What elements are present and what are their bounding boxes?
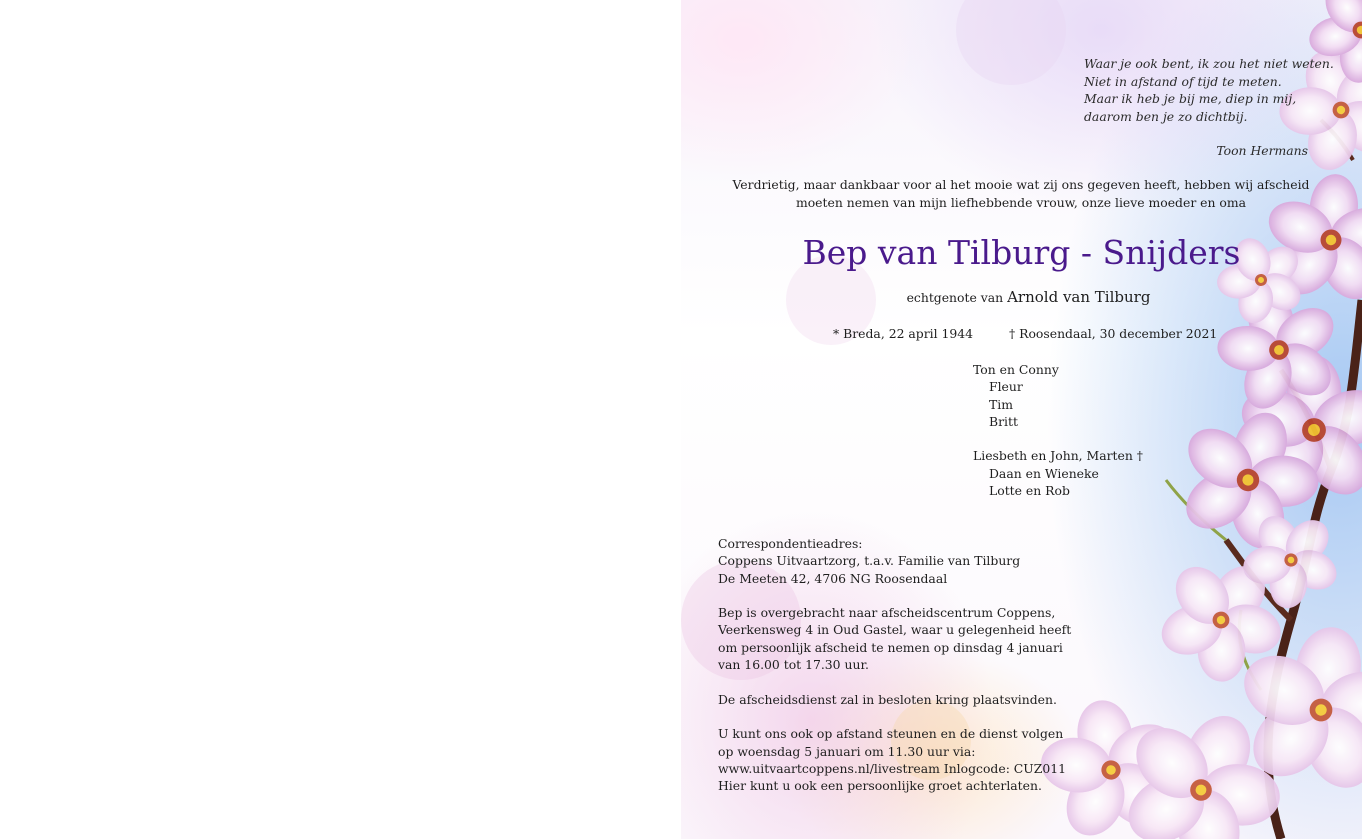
birth-info: * Breda, 22 april 1944 [833, 326, 974, 341]
correspondence-heading: Correspondentieadres: [718, 536, 863, 551]
poem-line: daarom ben je zo dichtbij. [1084, 108, 1248, 124]
viewing-line: Bep is overgebracht naar afscheidscentrum Coppens, [718, 605, 1056, 621]
family-child: Fleur [989, 379, 1023, 395]
livestream-line: U kunt ons ook op afstand steunen en de dienst volgen [718, 726, 1064, 742]
practical-info [718, 535, 1071, 794]
family-child: Daan en Wieneke [989, 465, 1099, 481]
family-child: Tim [989, 396, 1013, 412]
poem [1084, 55, 1334, 125]
family-list [973, 361, 1143, 499]
family-child: Britt [989, 413, 1018, 429]
livestream-line: op woensdag 5 januari om 11.30 uur via: [718, 743, 976, 759]
family-child: Lotte en Rob [989, 483, 1070, 499]
spouse-prefix: echtgenote van [906, 290, 1004, 305]
correspondence-line: Coppens Uitvaartzorg, t.a.v. Familie van Tilburg [718, 553, 1021, 569]
spouse-line [681, 288, 1362, 306]
viewing-line: Veerkensweg 4 in Oud Gastel, waar u gelegenheid heeft [718, 622, 1072, 638]
family-parents: Liesbeth en John, Marten † [973, 448, 1143, 464]
death-info: † Roosendaal, 30 december 2021 [1009, 326, 1218, 341]
deceased-name: Bep van Tilburg - Snijders [802, 233, 1241, 272]
poem-line: Maar ik heb je bij me, diep in mij, [1084, 91, 1297, 106]
intro-text: Verdrietig, maar dankbaar voor al het mooie wat zij ons gegeven heeft, hebben wij afscheid moeten nemen van mijn liefhebbende vrouw, onze lieve moeder en oma [732, 177, 1310, 210]
poem-line: Waar je ook bent, ik zou het niet weten. [1084, 56, 1334, 71]
livestream-line: Hier kunt u ook een persoonlijke groet achterlaten. [718, 778, 1042, 794]
livestream-link[interactable]: www.uitvaartcoppens.nl/livestream Inlogcode: CUZ011 [718, 760, 1066, 776]
poem-line: Niet in afstand of tijd te meten. [1084, 73, 1282, 89]
family-parents: Ton en Conny [973, 362, 1059, 377]
mourning-card [681, 0, 1362, 839]
poem-author: Toon Hermans [1216, 143, 1308, 158]
viewing-line: van 16.00 tot 17.30 uur. [718, 657, 869, 673]
viewing-line: om persoonlijk afscheid te nemen op dinsdag 4 januari [718, 639, 1063, 655]
correspondence-line: De Meeten 42, 4706 NG Roosendaal [718, 570, 948, 586]
spouse-name: Arnold van Tilburg [1007, 288, 1151, 306]
service-line: De afscheidsdienst zal in besloten kring plaatsvinden. [718, 691, 1057, 707]
